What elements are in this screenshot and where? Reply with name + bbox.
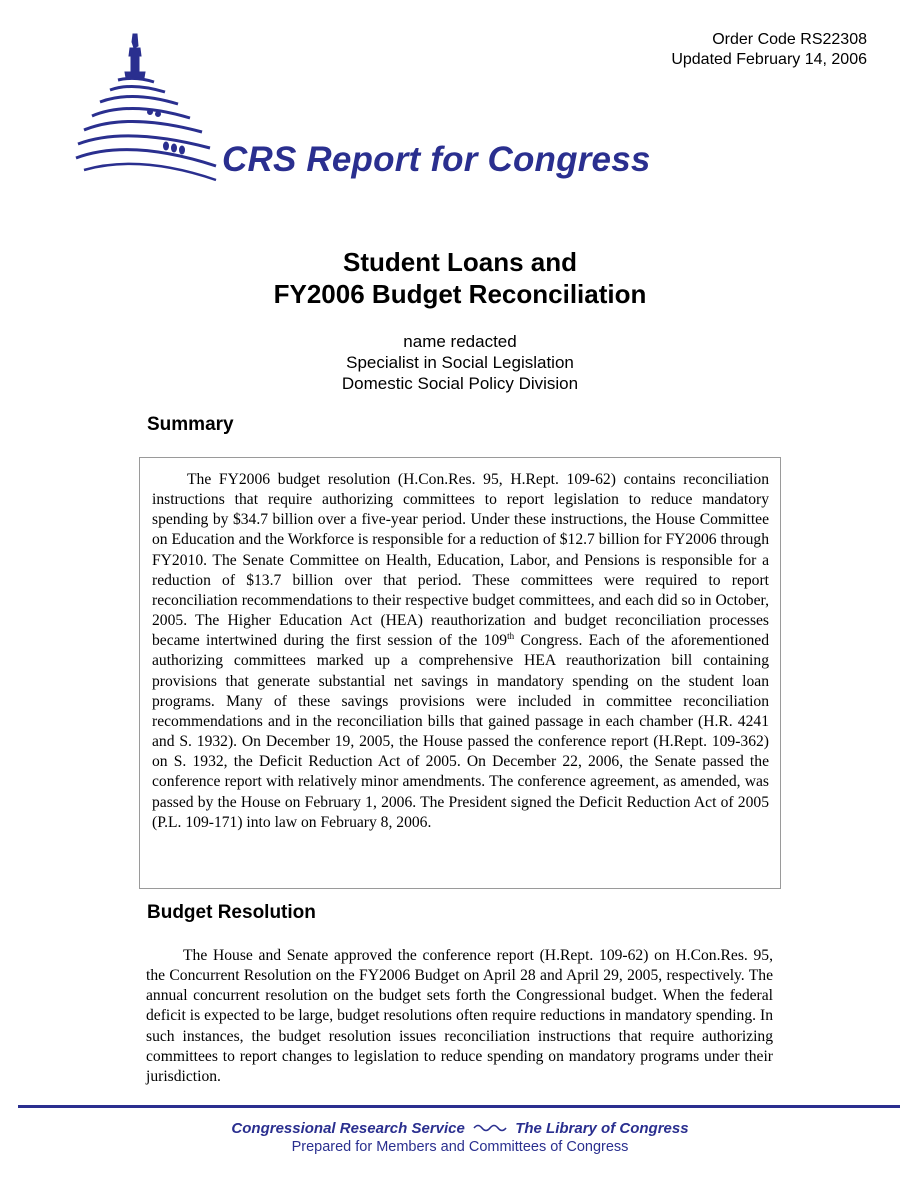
footer-rule [18, 1105, 900, 1108]
summary-box [139, 457, 781, 889]
author-block [0, 331, 920, 394]
summary-heading: Summary [147, 414, 234, 435]
title-line-1: Student Loans and [343, 247, 577, 277]
order-code: Order Code RS22308 [712, 31, 867, 48]
author-position: Specialist in Social Legislation [346, 353, 574, 372]
updated-date: Updated February 14, 2006 [671, 51, 867, 68]
author-name: name redacted [403, 332, 517, 351]
summary-text-part2: Congress. Each of the aforementioned authorizing committees marked up a comprehensive HEA reauthorization bill containing provisions that generate substantial net savings in mandatory spending on the student loan programs. Many of these savings provisions were included in committee reconciliation recommendations and in the reconciliation bills that gained passage in each chamber (H.R. 4241 and S. 1932). On December 19, 2005, the House passed the conference report (H.Rept. 109-362) on S. 1932, the Deficit Reduction Act of 2005. On December 22, 2006, the Senate passed the conference report with relatively minor amendments. The conference agreement, as amended, was passed by the House on February 1, 2006. The President signed the Deficit Reduction Act of 2005 (P.L. 109-171) into law on February 8, 2006. [152, 632, 769, 831]
report-series-title: CRS Report for Congress [222, 140, 651, 179]
capitol-dome-icon [70, 26, 220, 186]
footer-loc: The Library of Congress [515, 1120, 689, 1137]
author-division: Domestic Social Policy Division [341, 374, 579, 393]
title-line-2: FY2006 Budget Reconciliation [273, 279, 647, 309]
footer-prepared: Prepared for Members and Committees of Congress [291, 1139, 629, 1155]
footer-publisher [0, 1120, 920, 1137]
footer-crs: Congressional Research Service [231, 1120, 465, 1137]
order-code-block [671, 30, 867, 70]
ornament-icon [473, 1120, 507, 1137]
document-title [0, 246, 920, 310]
budget-resolution-heading: Budget Resolution [147, 902, 316, 923]
summary-text-part1: The FY2006 budget resolution (H.Con.Res. 95, H.Rept. 109-62) contains reconciliation instructions that require authorizing committees to report legislation to reduce mandatory spending by $34.7 billion over a five-year period. Under these instructions, the House Committee on Education and the Workforce is responsible for a reduction of $12.7 billion for FY2006 through FY2010. The Senate Committee on Health, Education, Labor, and Pensions is responsible for a reduction of $13.7 billion over that period. These committees were required to report reconciliation recommendations to their respective budget committees, and each did so in October, 2005. The Higher Education Act (HEA) reauthorization and budget reconciliation processes became intertwined during the first session of the 109 [152, 471, 769, 650]
summary-superscript: th [507, 631, 515, 642]
summary-paragraph [152, 470, 769, 833]
budget-resolution-paragraph: The House and Senate approved the conference report (H.Rept. 109-62) on H.Con.Res. 95, the Concurrent Resolution on the FY2006 Budget on April 28 and April 29, 2005, respectively. The annual concurrent resolution on the budget sets forth the Congressional budget. When the federal deficit is expected to be large, budget resolutions often require reductions in mandatory spending. In such instances, the budget resolution issues reconciliation instructions that require authorizing committees to report changes to legislation to reduce spending on mandatory programs under their jurisdiction. [146, 947, 773, 1085]
